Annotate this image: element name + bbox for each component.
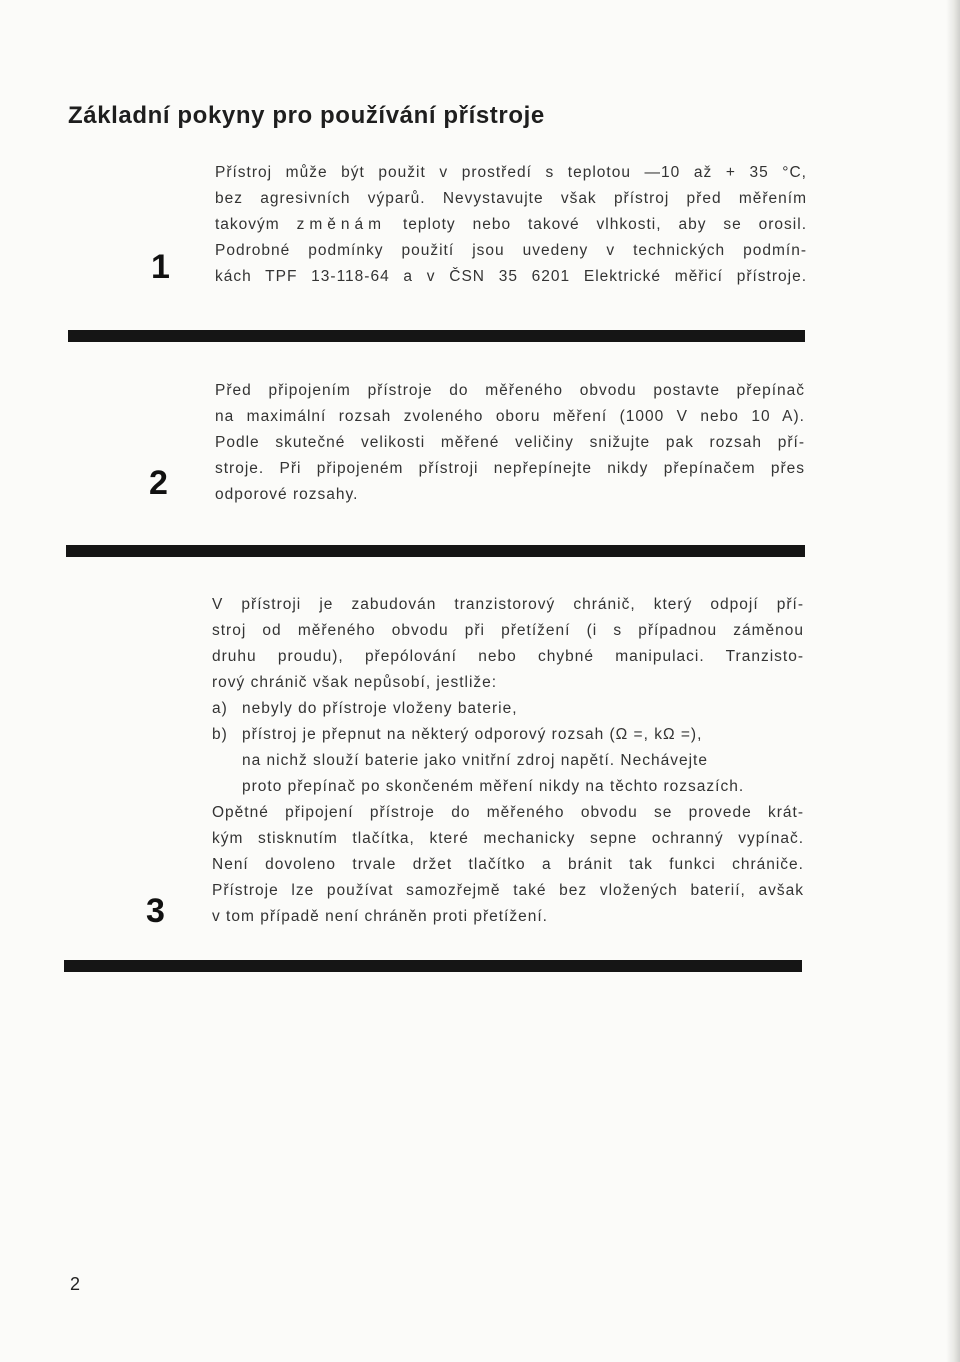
text-line: odporové rozsahy. (215, 486, 359, 503)
page-number: 2 (70, 1274, 81, 1294)
text-line: Podle skutečné velikosti měřené veličiny snižujte pak rozsah pří- (215, 434, 805, 451)
page-title: Základní pokyny pro používání přístroje (68, 102, 545, 129)
list-item-a (212, 696, 804, 722)
section-3-paragraph (212, 592, 804, 930)
text-line: V přístroji je zabudován tranzistorový chránič, který odpojí pří- (212, 596, 804, 613)
emphasized-word: změnám (296, 216, 387, 233)
text-line: Přístroj může být použit v prostředí s teplotou —10 až + 35 °C, (215, 164, 807, 181)
text-fragment: takovým (215, 216, 280, 233)
page-edge-shadow (946, 0, 960, 1362)
list-item-continuation: na nichž slouží baterie jako vnitřní zdroj napětí. Nechávejte (242, 752, 708, 769)
text-line: stroj od měřeného obvodu při přetížení (i s případnou záměnou (212, 622, 804, 639)
section-number-3: 3 (146, 892, 165, 930)
text-line: druhu proudu), přepólování nebo chybné manipulaci. Tranzisto- (212, 648, 804, 665)
text-line: Přístroje lze používat samozřejmě také bez vložených baterií, avšak (212, 882, 804, 899)
text-line: na maximální rozsah zvoleného oboru měření (1000 V nebo 10 A). (215, 408, 805, 425)
text-line: v tom případě není chráněn proti přetížení. (212, 908, 548, 925)
text-line: Opětné připojení přístroje do měřeného obvodu se provede krát- (212, 804, 804, 821)
text-line: Před připojením přístroje do měřeného obvodu postavte přepínač (215, 382, 805, 399)
list-marker: b) (212, 726, 228, 743)
text-line: kým stisknutím tlačítka, které mechanicky sepne ochranný vypínač. (212, 830, 804, 847)
text-line (215, 212, 807, 238)
list-marker: a) (212, 700, 228, 717)
text-line: stroje. Při připojeném přístroji nepřepínejte nikdy přepínačem přes (215, 460, 805, 477)
text-line: Není dovoleno trvale držet tlačítko a bránit tak funkci chrániče. (212, 856, 804, 873)
text-fragment: teploty nebo takové vlhkosti, aby se orosil. (403, 216, 807, 233)
list-item-text: přístroj je přepnut na některý odporový rozsah (Ω =, kΩ =), (242, 726, 703, 743)
section-1-paragraph (215, 160, 807, 290)
text-line: Podrobné podmínky použití jsou uvedeny v technických podmín- (215, 242, 807, 259)
section-2-paragraph (215, 378, 805, 508)
section-number-2: 2 (149, 464, 168, 502)
list-item-text: nebyly do přístroje vloženy baterie, (242, 700, 518, 717)
list-item-b (212, 722, 804, 748)
text-line: rový chránič však nepůsobí, jestliže: (212, 674, 498, 691)
section-divider (68, 330, 805, 342)
section-number-1: 1 (151, 248, 170, 286)
text-line: bez agresivních výparů. Nevystavujte však přístroj před měřením (215, 190, 807, 207)
list-item-continuation: proto přepínač po skončeném měření nikdy na těchto rozsazích. (242, 778, 745, 795)
section-divider (64, 960, 802, 972)
section-divider (66, 545, 805, 557)
text-line: kách TPF 13-118-64 a v ČSN 35 6201 Elektrické měřicí přístroje. (215, 268, 807, 285)
